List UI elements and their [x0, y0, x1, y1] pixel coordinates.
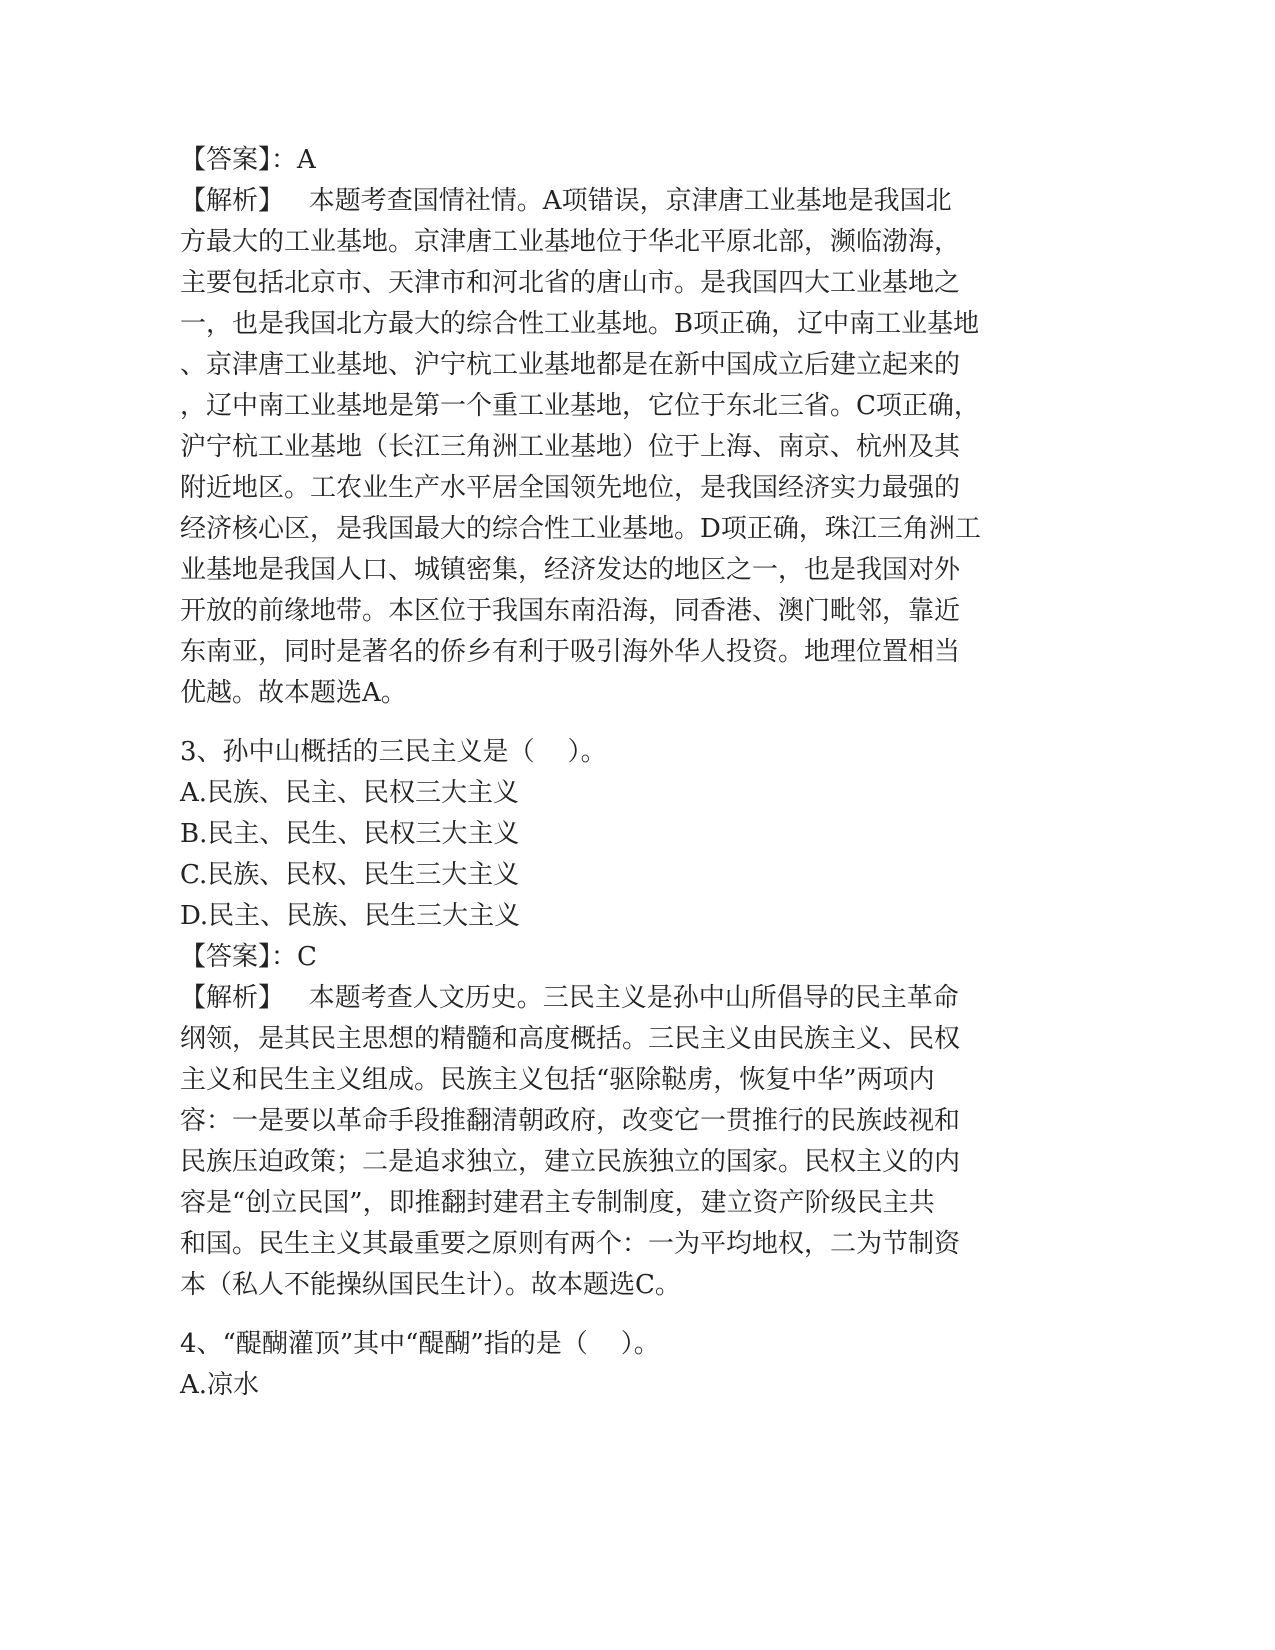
q3-analysis-line: 本（私人不能操纵国民生计）。故本题选C。 — [180, 1270, 681, 1300]
q2-answer: 【答案】：A — [180, 145, 316, 175]
q3-analysis-line: 民族压迫政策；二是追求独立，建立民族独立的国家。民权主义的内 — [180, 1147, 961, 1177]
q3-analysis-line: 主义和民生主义组成。民族主义包括“驱除鞑虏，恢复中华”两项内 — [180, 1065, 935, 1095]
document-body — [180, 140, 1040, 1406]
q4-question: 4、“醍醐灌顶”其中“醍醐”指的是（ ）。 — [180, 1329, 660, 1359]
q3-analysis-line: 容：一是要以革命手段推翻清朝政府，改变它一贯推行的民族歧视和 — [180, 1106, 961, 1136]
q2-analysis-line: 业基地是我国人口、城镇密集，经济发达的地区之一，也是我国对外 — [180, 555, 961, 585]
q3-option-c: C.民族、民权、民生三大主义 — [180, 860, 520, 890]
q3-analysis-line: 和国。民生主义其最重要之原则有两个：一为平均地权，二为节制资 — [180, 1229, 961, 1259]
q2-analysis-line: 一，也是我国北方最大的综合性工业基地。B项正确，辽中南工业基地 — [180, 309, 980, 339]
q2-analysis-line: 附近地区。工农业生产水平居全国领先地位，是我国经济实力最强的 — [180, 473, 961, 503]
q3-analysis-line: 【解析】 本题考查人文历史。三民主义是孙中山所倡导的民主革命 — [180, 983, 959, 1013]
q4-option-a: A.凉水 — [180, 1370, 260, 1400]
q2-analysis-line: 【解析】 本题考查国情社情。A项错误，京津唐工业基地是我国北 — [180, 186, 952, 216]
q2-analysis-line: 优越。故本题选A。 — [180, 678, 407, 708]
q3-option-b: B.民主、民生、民权三大主义 — [180, 819, 520, 849]
q3-option-d: D.民主、民族、民生三大主义 — [180, 901, 521, 931]
q2-analysis-line: 开放的前缘地带。本区位于我国东南沿海，同香港、澳门毗邻，靠近 — [180, 596, 961, 626]
q3-option-a: A.民族、民主、民权三大主义 — [180, 778, 520, 808]
q2-analysis-line: 方最大的工业基地。京津唐工业基地位于华北平原北部，濒临渤海， — [180, 227, 961, 257]
q3-answer: 【答案】：C — [180, 942, 317, 972]
section-gap — [180, 714, 1040, 732]
section-gap — [180, 1306, 1040, 1324]
q2-analysis-line: ，辽中南工业基地是第一个重工业基地，它位于东北三省。C项正确， — [180, 391, 980, 421]
q3-analysis-line: 容是“创立民国”，即推翻封建君主专制制度，建立资产阶级民主共 — [180, 1188, 935, 1218]
q2-analysis-line: 沪宁杭工业基地（长江三角洲工业基地）位于上海、南京、杭州及其 — [180, 432, 961, 462]
q3-question: 3、孙中山概括的三民主义是（ ）。 — [180, 737, 607, 767]
q2-analysis-line: 主要包括北京市、天津市和河北省的唐山市。是我国四大工业基地之 — [180, 268, 961, 298]
q3-analysis-line: 纲领，是其民主思想的精髓和高度概括。三民主义由民族主义、民权 — [180, 1024, 961, 1054]
q2-analysis-line: 经济核心区，是我国最大的综合性工业基地。D项正确，珠江三角洲工 — [180, 514, 981, 544]
q2-analysis-line: 东南亚，同时是著名的侨乡有利于吸引海外华人投资。地理位置相当 — [180, 637, 961, 667]
q2-analysis-line: 、京津唐工业基地、沪宁杭工业基地都是在新中国成立后建立起来的 — [180, 350, 961, 380]
